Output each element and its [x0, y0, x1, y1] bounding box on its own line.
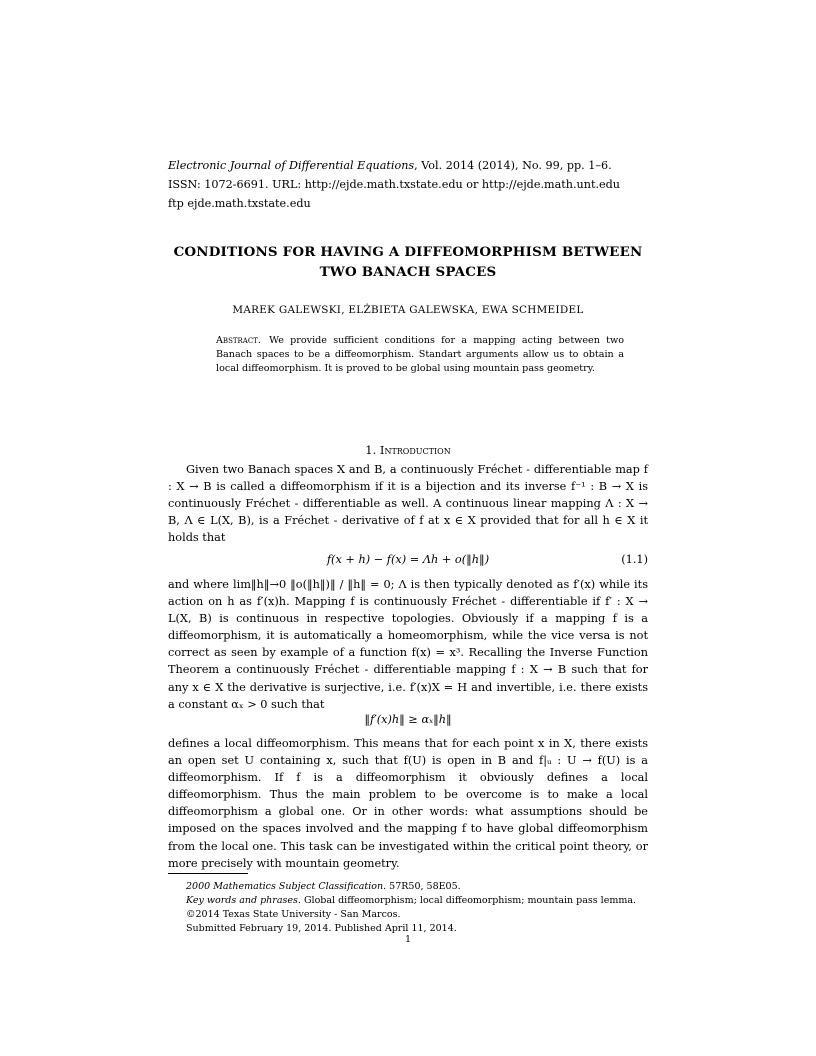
abstract: [216, 334, 624, 377]
body-paragraph-3: [168, 735, 648, 872]
body-paragraph-1: [168, 461, 648, 546]
footnotes: [186, 880, 648, 936]
equation-1-1: [168, 551, 648, 569]
keywords-footnote: [186, 894, 648, 908]
section-heading: 1. Introduction: [365, 443, 451, 457]
title-line-1: CONDITIONS FOR HAVING A DIFFEOMORPHISM BETWEEN: [173, 244, 643, 260]
paragraph-text: and where lim‖h‖→0 ‖o(‖h‖)‖ / ‖h‖ = 0; Λ is then typically denoted as f′(x) while its action on h as f′(x)h. Mapping f is continuously Fréchet - differentiable if f′ : X → L(X, B) is continuous in respective topologies. Obviously if a mapping f is a diffeomorphism, it is automatically a homeomorphism, while the vice versa is not correct as seen by example of a function f(x) = x³. Recalling the Inverse Function Theorem a continuously Fréchet - differentiable mapping f : X → B such that for any x ∈ X the derivative is surjective, i.e. f′(x)X = H and invertible, i.e. there exists a constant αₓ > 0 such that: [168, 578, 648, 711]
paragraph-text: defines a local diffeomorphism. This means that for each point x in X, there exists an open set U containing x, such that f(U) is open in B and f|ᵤ : U → f(U) is a diffeomorphism. If f is a diffeomorphism it obviously defines a local diffeomorphism. Thus the main problem to be overcome is to make a local diffeomorphism a global one. Or in other words: what assumptions should be imposed on the spaces involved and the mapping f to have global diffeomorphism from the local one. This task can be investigated within the critical point theory, or more precisely with mountain geometry.: [168, 737, 648, 870]
footnote-rule: [168, 873, 248, 874]
msc-footnote: [186, 880, 648, 894]
body-paragraph-2: [168, 576, 648, 713]
citation-line: [168, 156, 648, 175]
submitted-footnote: Submitted February 19, 2014. Published April 11, 2014.: [186, 923, 457, 934]
paragraph-text: Given two Banach spaces X and B, a continuously Fréchet - differentiable map f : X → B is called a diffeomorphism if it is a bijection and its inverse f⁻¹ : B → X is continuously Fréchet - differentiable as well. A continuous linear mapping Λ : X → B, Λ ∈ L(X, B), is a Fréchet - derivative of f at x ∈ X provided that for all h ∈ X it holds that: [168, 463, 648, 545]
journal-citation: , Vol. 2014 (2014), No. 99, pp. 1–6.: [414, 159, 612, 172]
paper-title: [150, 242, 666, 282]
equation-number: (1.1): [621, 553, 648, 566]
equation-expression: f(x + h) − f(x) = Λh + o(‖h‖): [326, 553, 490, 566]
copyright-footnote: ©2014 Texas State University - San Marcos.: [186, 909, 401, 920]
msc-label: 2000 Mathematics Subject Classification.: [186, 881, 387, 892]
msc-value: 57R50, 58E05.: [389, 881, 461, 892]
abstract-text: We provide sufficient conditions for a mapping acting between two Banach spaces to be a diffeomorphism. Standart arguments allow us to obtain a local diffeomorphism. It is proved to be global using mountain pass geometry.: [216, 335, 624, 375]
keywords-value: Global diffeomorphism; local diffeomorphism; mountain pass lemma.: [303, 895, 637, 906]
journal-name: Electronic Journal of Differential Equations: [168, 159, 415, 172]
journal-header: [168, 156, 648, 213]
abstract-label: Abstract.: [216, 335, 261, 346]
keywords-label: Key words and phrases.: [186, 895, 301, 906]
author-list: MAREK GALEWSKI, ELŻBIETA GALEWSKA, EWA SCHMEIDEL: [232, 304, 584, 316]
ftp-line: ftp ejde.math.txstate.edu: [168, 197, 311, 210]
equation-inequality: [168, 711, 648, 729]
page-number: 1: [404, 934, 412, 945]
equation-expression: ‖f′(x)h‖ ≥ αₓ‖h‖: [364, 713, 452, 726]
title-line-2: TWO BANACH SPACES: [319, 264, 497, 280]
issn-url-line: ISSN: 1072-6691. URL: http://ejde.math.txstate.edu or http://ejde.math.unt.edu: [168, 178, 620, 191]
